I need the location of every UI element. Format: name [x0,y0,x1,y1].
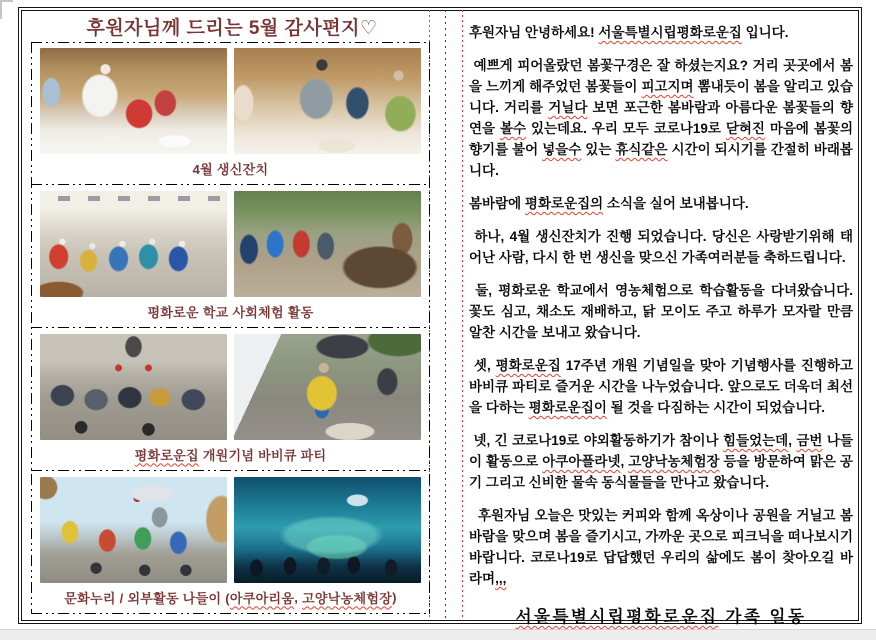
text-run: 시간이 되시기를 간절히 바래봅니다. [469,142,853,178]
photo-gardening [234,191,421,297]
text-run: 문화누리 / 외부활동 나들이 ( [64,590,230,606]
editor-background-strip [0,629,876,640]
photo-row [40,477,421,583]
spellcheck-underlined-text: 고양낙농체험장 [302,590,393,606]
spellcheck-underlined-text: 아쿠아리움 [229,590,295,606]
text-run: 있는데요. 우리 모두 코로나19로 [526,121,726,136]
letter-paragraph-spring [469,55,857,181]
text-boundary-right-column [462,10,463,620]
photo-row [40,191,421,297]
spellcheck-underlined-text: 넣을수 [542,142,582,157]
letter-paragraph-closing [469,505,857,589]
letter-signature [469,603,853,627]
photo-caption [40,300,421,322]
text-run: 나들이 활동으로 [469,433,853,469]
text-run: 입니다. [741,25,789,40]
spellcheck-underlined-text: 평화로운집 [134,447,199,463]
text-run: 둘, 평화로운 학교에서 영농체험으로 학습활동을 다녀왔습니다. 꽃도 심고, 채소도 재배하고, 닭 모이도 주고 하루가 모자랄 만큼 알찬 시간을 보내고 왔습니다. [469,283,857,340]
photo-caption [40,157,421,179]
photo-grid [31,42,430,614]
letter-body [469,22,857,627]
spellcheck-underlined-text: 피고지며 [641,79,694,94]
text-run: , [294,589,303,605]
text-run: 후원자님 오늘은 맛있는 커피와 함께 옥상이나 공원을 거닐고 봄바람을 맞으며 봄을 즐기시고, 가까운 곳으로 피크닉을 떠나보시기 바랍니다. 코로나19로 답답했던 우리의 삶에도 봄이 찾아오길 바라며 [469,508,857,586]
photo-caption [40,586,421,608]
photo-row [40,48,421,154]
text-run: 예쁘게 피어올랐던 봄꽃구경은 잘 하셨는지요? 거리 곳곳에서 봄을 느끼게 해주었던 봄꽃들이 [469,58,853,94]
text-run: 소식을 실어 보내봅니다. [603,196,749,211]
letter-paragraph-news-intro [469,193,853,214]
photo-caption [40,443,421,465]
page-corner-mark [0,0,13,19]
text-run: 마음에 봄꽃의 향기를 불어 [469,121,857,157]
text-run: 셋, [469,358,496,373]
photo-group-banner [40,191,227,297]
text-run: 가족 일동 [718,608,807,626]
text-run: 보면 포근한 봄바람과 아름다운 봄꽃들의 향연을 [469,100,853,136]
page-title: 후원자님께 드리는 5월 감사편지♡ [86,18,378,39]
text-run: 17주년 개원 기념일을 맞아 기념행사를 진행하고 바비큐 파티로 즐거운 시간을 나누었습니다. 앞으로도 더욱더 최선을 다하는 [469,358,857,415]
spellcheck-underlined-text: 금번 [796,433,823,448]
photo-birthday-gift [40,48,227,154]
text-run: 등을 방문하여 맑은 공기 그리고 신비한 물속 동식물들을 만나고 왔습니다. [469,454,853,490]
spellcheck-underlined-text: 서울특별시립평화로운집 [515,608,719,626]
spellcheck-underlined-text: 평화로운집의 [524,196,604,211]
column-divider-dotted [445,10,446,620]
spellcheck-underlined-text: 평화로운집 [495,358,561,373]
letter-paragraph-four-outing [469,430,853,493]
spellcheck-underlined-text: 휴식같은 [615,142,668,157]
photo-ceremony [40,334,227,440]
spellcheck-underlined-text: 닫혀진 [725,121,765,136]
spellcheck-underlined-text: 아쿠아플라넷 [542,454,621,469]
letter-paragraph-greeting [469,22,853,43]
text-run: , [788,433,797,448]
spellcheck-underlined-text: 평화로운집이 [528,400,607,415]
spellcheck-underlined-text: ,,, [495,571,507,586]
spellcheck-underlined-text: 고양낙농체험장 [628,454,720,469]
text-run: 평화로운 학교 사회체험 활동 [147,304,314,320]
letter-paragraph-three-anniversary [469,355,857,418]
text-run: ) [392,589,397,605]
letter-paragraph-two-school [469,280,857,343]
letter-paragraph-one-birthday [469,226,853,268]
photo-aquarium-group [40,477,227,583]
text-run: 후원자님 안녕하세요! [469,25,599,40]
photo-section-school-activity [31,185,430,328]
spellcheck-underlined-text: 거닐다 [548,100,588,115]
text-run: 4월 생신잔치 [192,161,269,177]
spellcheck-underlined-text: 볼수 [499,121,527,136]
text-run: 뽐내듯이 봄을 알리고 있습니다. 거리를 [469,79,853,115]
photo-aquarium-tank [234,477,421,583]
photo-row [40,334,421,440]
text-run: 개원기념 바비큐 파티 [198,447,327,463]
text-run: , [620,454,629,469]
spellcheck-underlined-text: 서울특별시립평화로운집 [598,25,742,40]
text-run: 있는 [581,142,616,157]
text-run: 넷, 긴 코로나19로 야외활동하기가 참이나 [469,433,723,448]
photo-birthday-cake [234,48,421,154]
photo-bbq-party [234,334,421,440]
photo-section-anniversary-bbq [31,328,430,471]
spellcheck-underlined-text: 힘들었는데 [722,433,789,448]
photo-section-outing [31,471,430,614]
text-run: 하나, 4월 생신잔치가 진행 되었습니다. 당신은 사랑받기위해 태어난 사람, 다시 한 번 생신을 맞으신 가족여러분들 축하드립니다. [469,229,853,265]
text-run: 봄바람에 [469,196,525,211]
photo-section-birthday [31,42,430,185]
text-run: 될 것을 다짐하는 시간이 되었습니다. [606,400,826,415]
